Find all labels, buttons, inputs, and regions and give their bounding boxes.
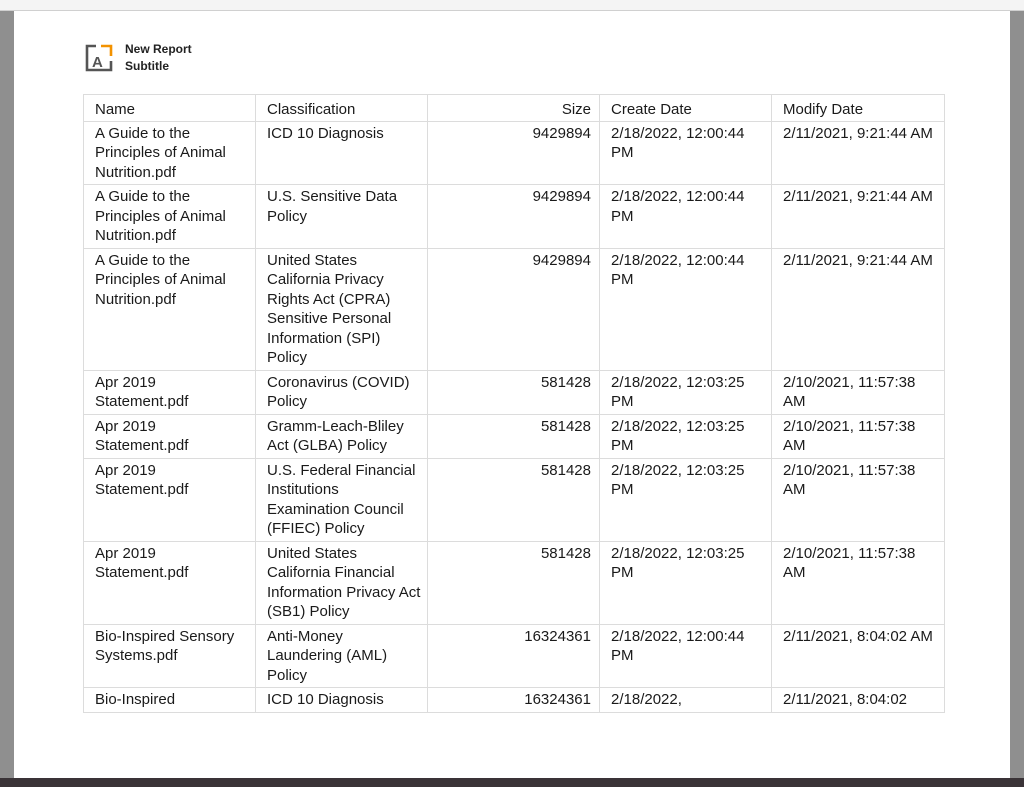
cell-create-date: 2/18/2022, 12:03:25 PM — [600, 458, 772, 541]
cell-size: 581428 — [428, 414, 600, 458]
report-page — [14, 11, 1010, 778]
cell-name: Bio-Inspired Sensory Systems.pdf — [84, 624, 256, 688]
cell-create-date: 2/18/2022, 12:03:25 PM — [600, 370, 772, 414]
report-title: New Report — [125, 42, 192, 56]
svg-text:A: A — [92, 54, 103, 71]
cell-size: 9429894 — [428, 248, 600, 370]
report-header — [83, 41, 192, 75]
cell-classification: United States California Financial Information Privacy Act (SB1) Policy — [256, 541, 428, 624]
cell-modify-date: 2/10/2021, 11:57:38 AM — [772, 541, 945, 624]
cell-name: Bio-Inspired — [84, 688, 256, 713]
cell-size: 581428 — [428, 541, 600, 624]
cell-name: Apr 2019 Statement.pdf — [84, 541, 256, 624]
cell-create-date: 2/18/2022, 12:00:44 PM — [600, 185, 772, 249]
cell-create-date: 2/18/2022, 12:00:44 PM — [600, 248, 772, 370]
cell-classification: ICD 10 Diagnosis — [256, 121, 428, 185]
table-row — [84, 121, 945, 185]
header-create-date[interactable]: Create Date — [600, 95, 772, 122]
cell-modify-date: 2/11/2021, 8:04:02 — [772, 688, 945, 713]
cell-classification: U.S. Federal Financial Institutions Examination Council (FFIEC) Policy — [256, 458, 428, 541]
table-row — [84, 688, 945, 713]
cell-classification: United States California Privacy Rights Act (CPRA) Sensitive Personal Information (SPI) Policy — [256, 248, 428, 370]
cell-name: Apr 2019 Statement.pdf — [84, 414, 256, 458]
table-row — [84, 541, 945, 624]
report-table — [83, 94, 945, 713]
table-row — [84, 185, 945, 249]
cell-classification: U.S. Sensitive Data Policy — [256, 185, 428, 249]
cell-size: 9429894 — [428, 185, 600, 249]
cell-create-date: 2/18/2022, — [600, 688, 772, 713]
cell-size: 9429894 — [428, 121, 600, 185]
table-row — [84, 624, 945, 688]
cell-modify-date: 2/10/2021, 11:57:38 AM — [772, 458, 945, 541]
cell-modify-date: 2/11/2021, 9:21:44 AM — [772, 185, 945, 249]
header-modify-date[interactable]: Modify Date — [772, 95, 945, 122]
cell-create-date: 2/18/2022, 12:00:44 PM — [600, 624, 772, 688]
cell-modify-date: 2/10/2021, 11:57:38 AM — [772, 414, 945, 458]
cell-size: 16324361 — [428, 624, 600, 688]
cell-classification: Gramm-Leach-Bliley Act (GLBA) Policy — [256, 414, 428, 458]
cell-modify-date: 2/10/2021, 11:57:38 AM — [772, 370, 945, 414]
cell-name: Apr 2019 Statement.pdf — [84, 370, 256, 414]
cell-name: A Guide to the Principles of Animal Nutrition.pdf — [84, 185, 256, 249]
cell-size: 581428 — [428, 458, 600, 541]
cell-create-date: 2/18/2022, 12:03:25 PM — [600, 541, 772, 624]
cell-name: Apr 2019 Statement.pdf — [84, 458, 256, 541]
cell-size: 581428 — [428, 370, 600, 414]
cell-size: 16324361 — [428, 688, 600, 713]
cell-modify-date: 2/11/2021, 8:04:02 AM — [772, 624, 945, 688]
cell-classification: ICD 10 Diagnosis — [256, 688, 428, 713]
table-row — [84, 458, 945, 541]
header-size[interactable]: Size — [428, 95, 600, 122]
cell-name: A Guide to the Principles of Animal Nutrition.pdf — [84, 121, 256, 185]
cell-name: A Guide to the Principles of Animal Nutrition.pdf — [84, 248, 256, 370]
table-row — [84, 248, 945, 370]
report-subtitle: Subtitle — [125, 59, 169, 73]
cell-create-date: 2/18/2022, 12:03:25 PM — [600, 414, 772, 458]
viewer-bottom-bar — [0, 778, 1024, 787]
table-row — [84, 370, 945, 414]
table-header-row — [84, 95, 945, 122]
viewer-top-bar — [0, 0, 1024, 11]
header-name[interactable]: Name — [84, 95, 256, 122]
cell-modify-date: 2/11/2021, 9:21:44 AM — [772, 248, 945, 370]
cell-classification: Coronavirus (COVID) Policy — [256, 370, 428, 414]
cell-create-date: 2/18/2022, 12:00:44 PM — [600, 121, 772, 185]
cell-modify-date: 2/11/2021, 9:21:44 AM — [772, 121, 945, 185]
table-row — [84, 414, 945, 458]
header-classification[interactable]: Classification — [256, 95, 428, 122]
viewer-left-gutter — [0, 11, 14, 787]
viewer-right-gutter — [1010, 11, 1024, 787]
cell-classification: Anti-Money Laundering (AML) Policy — [256, 624, 428, 688]
report-logo-icon — [83, 41, 115, 73]
